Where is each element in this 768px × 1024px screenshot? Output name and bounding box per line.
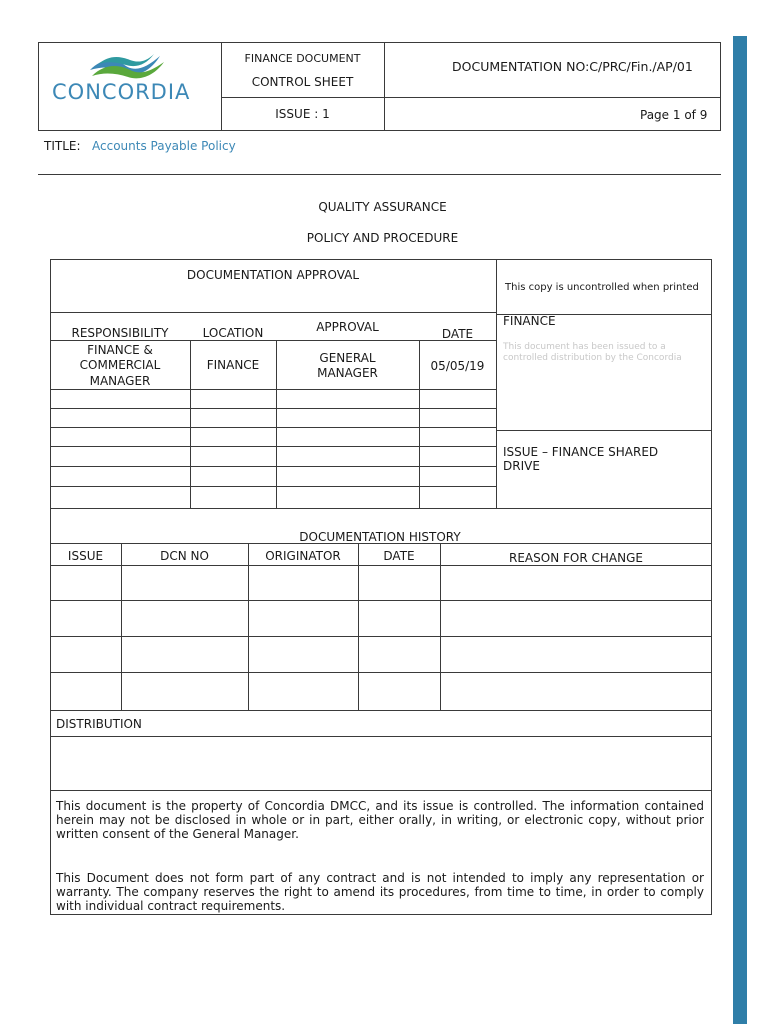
col-history-date: DATE bbox=[383, 549, 415, 563]
issue-drive-line1: ISSUE – FINANCE SHARED bbox=[503, 445, 659, 459]
approval-line1: GENERAL bbox=[319, 351, 376, 365]
doc-type-line1: FINANCE DOCUMENT bbox=[244, 52, 361, 65]
title-label: TITLE: bbox=[44, 139, 81, 153]
heading-policy-procedure: POLICY AND PROCEDURE bbox=[306, 231, 459, 245]
uncontrolled-note: This copy is uncontrolled when printed bbox=[505, 282, 699, 293]
document-title: Accounts Payable Policy bbox=[92, 139, 236, 153]
col-approval: APPROVAL bbox=[316, 320, 379, 334]
page-number: Page 1 of 9 bbox=[640, 108, 708, 122]
distribution-label: DISTRIBUTION bbox=[56, 717, 142, 731]
title-divider bbox=[38, 174, 721, 175]
document-number: DOCUMENTATION NO:C/PRC/Fin./AP/01 bbox=[452, 59, 693, 74]
legal-paragraph-contract: This Document does not form part of any contract and is not intended to imply any representation or warranty. The company reserves the right to amend its procedures, from time to time, in order to comply with individual contract requirements. bbox=[56, 871, 704, 913]
company-logo-text: CONCORDIA bbox=[52, 80, 191, 104]
responsibility-line3: MANAGER bbox=[89, 374, 151, 388]
faint-distribution-note: This document has been issued to a controlled distribution by the Concordia bbox=[503, 342, 682, 363]
logo-waves-icon bbox=[88, 50, 168, 82]
approval-section-title: DOCUMENTATION APPROVAL bbox=[186, 268, 360, 282]
heading-quality-assurance: QUALITY ASSURANCE bbox=[318, 200, 447, 214]
approval-line2: MANAGER bbox=[317, 366, 378, 380]
approval-date: 05/05/19 bbox=[430, 359, 485, 373]
legal-paragraph-property: This document is the property of Concordia DMCC, and its issue is controlled. The information contained herein may not be disclosed in whole or in part, either orally, in writing, or electronic copy, without prior written consent of the General Manager. bbox=[56, 799, 704, 841]
doc-type-line2: CONTROL SHEET bbox=[251, 75, 354, 89]
col-reason: REASON FOR CHANGE bbox=[509, 551, 643, 565]
col-date: DATE bbox=[441, 327, 474, 341]
col-responsibility: RESPONSIBILITY bbox=[71, 326, 169, 340]
responsibility-line2: COMMERCIAL bbox=[79, 358, 161, 372]
location-value: FINANCE bbox=[206, 358, 260, 372]
issue-number: ISSUE : 1 bbox=[275, 107, 330, 121]
page-edge-bar bbox=[733, 36, 747, 1024]
issue-drive-line2: DRIVE bbox=[503, 459, 540, 473]
history-section-title: DOCUMENTATION HISTORY bbox=[299, 530, 461, 544]
col-originator: ORIGINATOR bbox=[265, 549, 341, 563]
col-location: LOCATION bbox=[202, 326, 264, 340]
col-dcn-no: DCN NO bbox=[160, 549, 209, 563]
col-issue: ISSUE bbox=[67, 549, 104, 563]
finance-label: FINANCE bbox=[503, 314, 556, 328]
responsibility-line1: FINANCE & bbox=[87, 343, 153, 357]
